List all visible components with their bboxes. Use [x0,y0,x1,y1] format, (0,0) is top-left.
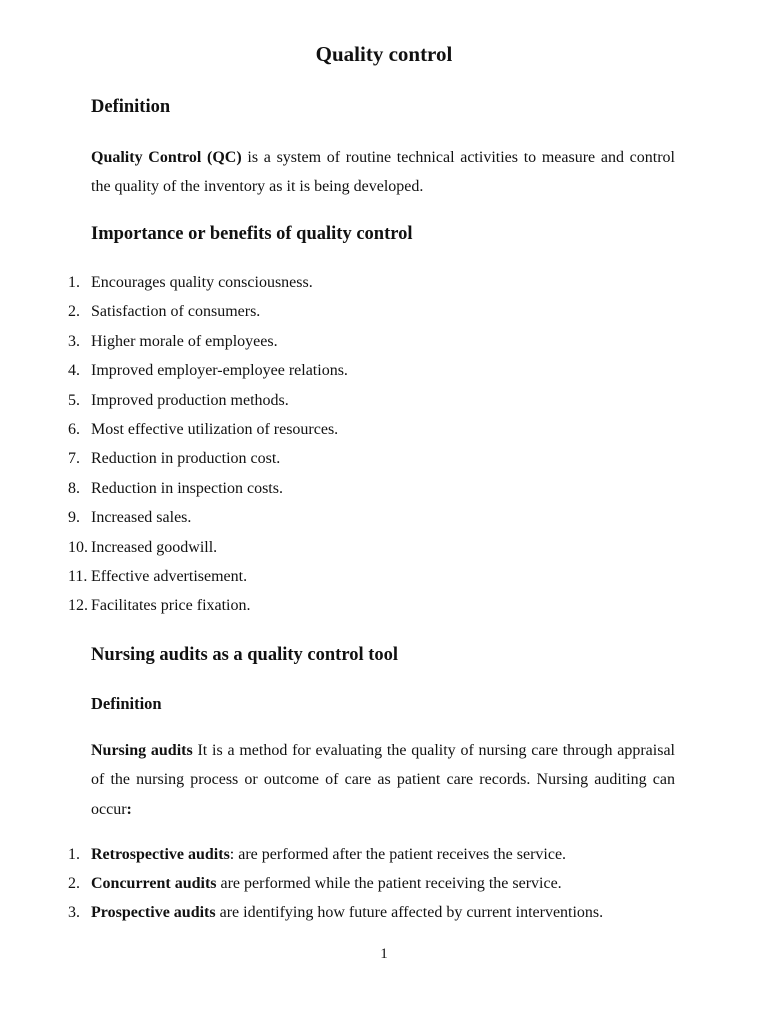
list-item-text [91,904,603,922]
list-item [0,597,700,619]
list-item-text: Satisfaction of consumers. [91,303,261,320]
nursing-text: It is a method for evaluating the quality of nursing care through appraisal of the nursing process or outcome of care as patient care records. Nursing auditing can occur [91,742,676,818]
list-item-text [91,846,566,864]
list-item-number: 10. [68,539,88,556]
nursing-definition-heading: Definition [91,694,162,713]
nursing-colon: : [126,800,132,818]
list-item-number: 11. [68,568,88,585]
list-item-text: Reduction in inspection costs. [91,480,283,497]
list-item-number: 9. [68,509,80,526]
list-item [0,450,700,472]
list-item-number: 4. [68,362,80,379]
audit-term: Concurrent audits [91,875,217,892]
list-item-number: 3. [68,904,80,921]
list-item-number: 1. [68,274,80,291]
list-item [0,392,700,414]
list-item-text [91,875,562,893]
list-item-number: 6. [68,421,80,438]
list-item [0,509,700,531]
list-item-number: 7. [68,450,80,467]
list-item [0,303,700,325]
list-item-number: 2. [68,875,80,892]
list-item-text: Increased goodwill. [91,539,218,556]
list-item-text: Higher morale of employees. [91,333,278,350]
definition-term: Quality Control (QC) [91,149,242,166]
list-item-text: Increased sales. [91,509,192,526]
list-item-text: Improved production methods. [91,392,289,409]
list-item [0,568,700,590]
list-item-number: 1. [68,846,80,863]
list-item [0,480,700,502]
list-item-number: 3. [68,333,80,350]
audit-term: Prospective audits [91,904,216,921]
list-item-text: Facilitates price fixation. [91,597,251,614]
list-item-number: 8. [68,480,80,497]
list-item-text: Effective advertisement. [91,568,248,585]
list-item [0,904,700,926]
importance-heading: Importance or benefits of quality control [91,224,413,244]
audit-description: are identifying how future affected by current interventions. [215,904,604,921]
list-item [0,421,700,443]
list-item [0,274,700,296]
definition-paragraph [91,143,675,202]
list-item [0,333,700,355]
list-item [0,875,700,897]
audit-description: are performed while the patient receiving the service. [216,875,562,892]
list-item-text: Encourages quality consciousness. [91,274,313,291]
list-item-text: Reduction in production cost. [91,450,281,467]
page-number: 1 [380,946,388,962]
audit-term: Retrospective audits [91,846,230,863]
list-item [0,539,700,561]
list-item [0,362,700,384]
list-item-text: Improved employer-employee relations. [91,362,348,379]
nursing-term: Nursing audits [91,742,193,759]
definition-heading: Definition [91,97,171,117]
nursing-heading: Nursing audits as a quality control tool [91,645,399,665]
list-item [0,846,700,868]
audit-description: : are performed after the patient receives the service. [229,846,567,863]
list-item-number: 5. [68,392,80,409]
definition-text: is a system of routine technical activities to measure and control the quality of the inventory as it is being developed. [91,149,675,196]
nursing-paragraph [91,736,675,824]
list-item-text: Most effective utilization of resources. [91,421,339,438]
page-title: Quality control [315,42,453,66]
list-item-number: 2. [68,303,80,320]
list-item-number: 12. [68,597,88,614]
